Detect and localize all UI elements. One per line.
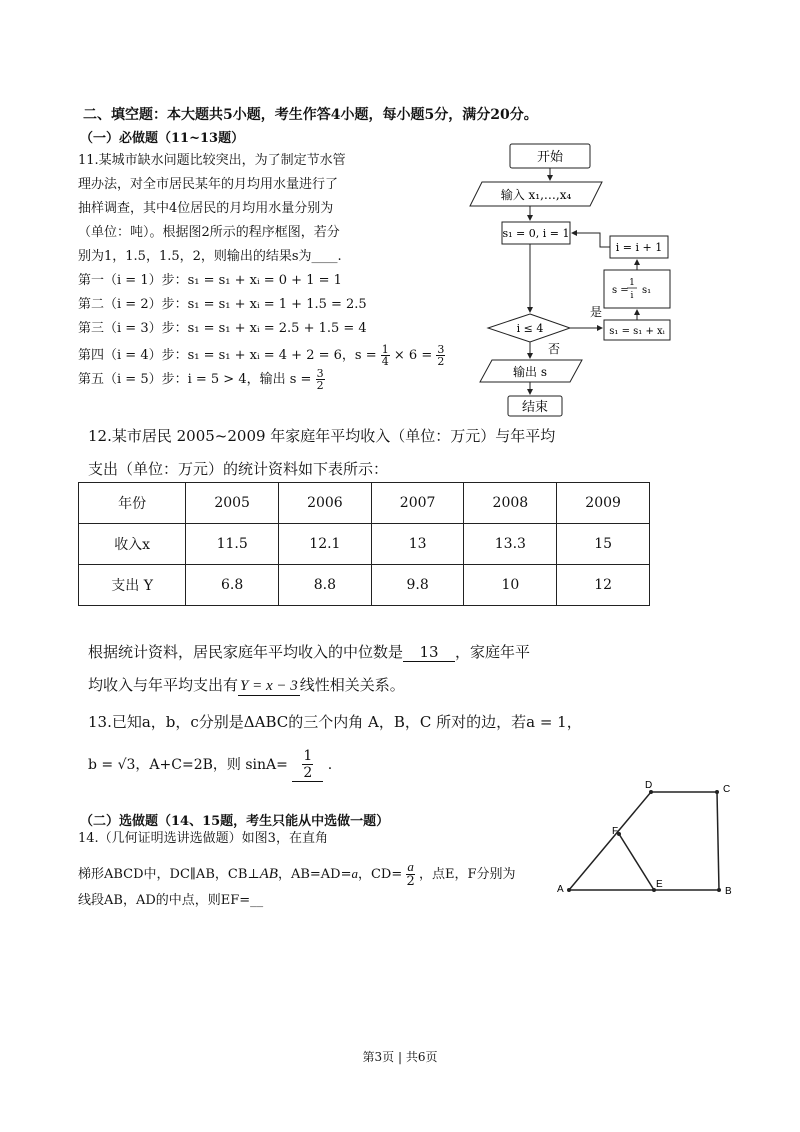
q14-line2-post: ，点E，F分别为 [419, 867, 516, 882]
label-d: D [645, 780, 653, 791]
table-cell: 2005 [186, 483, 279, 524]
label-b: B [725, 886, 732, 897]
section-title: 二、填空题：本大题共5小题，考生作答4小题，每小题5分，满分20分。 [83, 107, 538, 123]
q14-line2-mid: ，AB=AD= [277, 867, 352, 882]
q14-ab: AB [259, 866, 278, 882]
q12-line1: 12.某市居民 2005~2009 年家庭年平均收入（单位：万元）与年平均 [88, 427, 556, 445]
q11-step-1: 第一（i = 1）步：s₁ = s₁ + xᵢ = 0 + 1 = 1 [78, 273, 342, 288]
q11-step-5 [78, 368, 325, 391]
q11-step-4-mid: × 6 = [393, 348, 433, 363]
q11-line: 11.某城市缺水问题比较突出，为了制定节水管 [78, 153, 346, 168]
flow-increment-label: i = i + 1 [615, 241, 663, 254]
table-cell: 收入x [79, 524, 186, 565]
flow-start-label: 开始 [536, 150, 564, 165]
frac-den: 2 [303, 765, 313, 781]
stats-table [78, 482, 650, 606]
side-bc [717, 792, 719, 890]
q13-line2-pre: b = √3，A+C=2B，则 sinA= [88, 757, 288, 773]
frac-num: 1 [381, 343, 389, 356]
label-f: F [612, 826, 619, 837]
q14-line2 [78, 860, 516, 889]
flow-init-label: s₁ = 0, i = 1 [502, 227, 570, 240]
frac-num: a [407, 859, 414, 874]
flow-condition-label: i ≤ 4 [516, 322, 544, 335]
side-da [569, 792, 651, 890]
q14-frac [406, 860, 415, 889]
flow-no-label: 否 [548, 342, 561, 356]
q12-answer-pre: 根据统计资料，居民家庭年平均收入的中位数是 [88, 643, 404, 661]
table-cell: 13 [371, 524, 464, 565]
q13-line1: 13.已知a，b，c分别是ΔABC的三个内角 A，B，C 所对的边，若a = 1， [88, 713, 582, 731]
q11-line: 理办法，对全市居民某年的月均用水量进行了 [78, 177, 339, 192]
point-c [715, 790, 719, 794]
figure-trapezoid [555, 778, 745, 898]
flowchart [460, 138, 680, 418]
table-cell: 2008 [464, 483, 557, 524]
table-row [79, 565, 650, 606]
q12-answer-line1 [88, 641, 530, 662]
q12-median-answer: 13 [403, 643, 455, 662]
q11-step-4-frac1 [381, 344, 390, 367]
label-e: E [656, 879, 663, 890]
q13-answer [292, 748, 323, 782]
q12-answer2-post: 线性相关关系。 [299, 676, 405, 694]
q12-answer-mid: ，家庭年平 [455, 643, 531, 661]
q11-step-4-frac2 [436, 344, 445, 367]
table-cell: 9.8 [371, 565, 464, 606]
q11-line: （单位：吨）。根据图2所示的程序框图，若分 [78, 225, 340, 240]
table-cell: 年份 [79, 483, 186, 524]
q11-step-5-frac [316, 368, 325, 391]
table-cell: 6.8 [186, 565, 279, 606]
flow-accumulate-label: s₁ = s₁ + xᵢ [609, 326, 665, 337]
q14-a: a [351, 866, 358, 881]
table-cell: 2006 [279, 483, 372, 524]
table-cell: 8.8 [279, 565, 372, 606]
label-a: A [557, 884, 564, 895]
flow-average-lhs: s = [612, 285, 629, 296]
q12-line2: 支出（单位：万元）的统计资料如下表所示： [88, 460, 389, 478]
table-cell: 支出 Y [79, 565, 186, 606]
table-cell: 12 [557, 565, 650, 606]
frac-den: 2 [437, 355, 445, 368]
q13-line2-post: . [327, 757, 333, 773]
q11-line: 抽样调查，其中4位居民的月均用水量分别为 [78, 201, 334, 216]
frac-num: 3 [316, 367, 324, 380]
table-cell: 2007 [371, 483, 464, 524]
point-b [717, 888, 721, 892]
frac-den: 4 [381, 355, 389, 368]
flow-average-rhs: s₁ [642, 285, 652, 296]
flow-input-label: 输入 x₁,…,x₄ [500, 188, 572, 202]
flow-end-label: 结束 [521, 400, 549, 415]
table-cell: 15 [557, 524, 650, 565]
q11-step-3: 第三（i = 3）步：s₁ = s₁ + xᵢ = 2.5 + 1.5 = 4 [78, 321, 367, 336]
frac-num: 3 [437, 343, 445, 356]
q11-step-2: 第二（i = 2）步：s₁ = s₁ + xᵢ = 1 + 1.5 = 2.5 [78, 297, 367, 312]
q11-step-5-text: 第五（i = 5）步：i = 5 > 4，输出 s = [78, 372, 312, 387]
label-c: C [723, 784, 731, 795]
segment-ef [619, 834, 654, 890]
table-cell: 10 [464, 565, 557, 606]
flow-average-num: 1 [629, 278, 635, 288]
point-a [567, 888, 571, 892]
q11-line: 别为1，1.5，1.5，2，则输出的结果s为____. [78, 249, 342, 264]
frac-den: 2 [406, 874, 415, 889]
q11-step-4-text: 第四（i = 4）步：s₁ = s₁ + xᵢ = 4 + 2 = 6，s = [78, 348, 377, 363]
table-cell: 13.3 [464, 524, 557, 565]
q12-answer2-pre: 均收入与年平均支出有 [88, 676, 239, 694]
q14-line1: 14.（几何证明选讲选做题）如图3，在直角 [78, 831, 328, 846]
table-cell: 11.5 [186, 524, 279, 565]
q12-regression-answer: Y = x − 3 [240, 678, 298, 694]
q12-answer-line2 [88, 674, 405, 696]
q14-line2-cd: ，CD= [357, 867, 403, 882]
frac-den: 2 [316, 379, 324, 392]
q11-step-4 [78, 344, 445, 367]
table-row [79, 524, 650, 565]
flow-yes-label: 是 [590, 305, 603, 319]
flow-average-den: i [630, 291, 634, 301]
table-header-row [79, 483, 650, 524]
table-cell: 12.1 [279, 524, 372, 565]
q14-line2-pre: 梯形ABCD中，DC∥AB，CB⊥ [78, 867, 260, 882]
required-subtitle: （一）必做题（11~13题） [80, 131, 245, 146]
table-cell: 2009 [557, 483, 650, 524]
flow-output-label: 输出 s [513, 365, 547, 379]
optional-subtitle: （二）选做题（14、15题，考生只能从中选做一题） [80, 814, 390, 829]
page-footer: 第3页 | 共6页 [362, 1050, 438, 1064]
q13-line2 [88, 748, 332, 782]
q14-line3: 线段AB，AD的中点，则EF=__ [78, 893, 264, 908]
frac-num: 1 [303, 748, 313, 764]
